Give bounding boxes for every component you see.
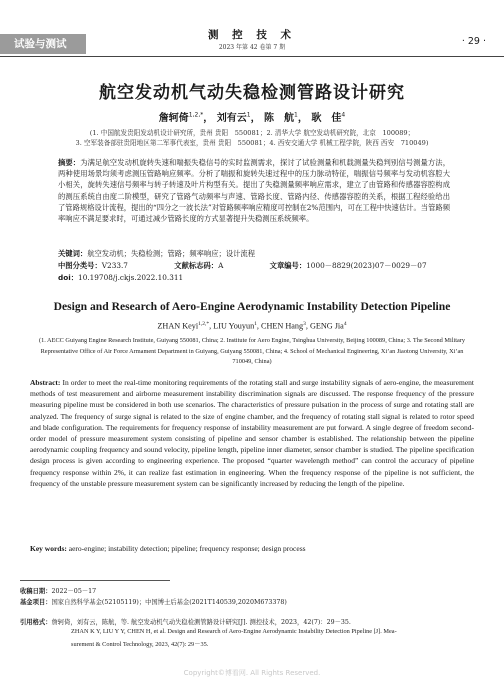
chinese-abstract xyxy=(58,157,450,224)
author-name: LIU Youyun xyxy=(213,321,255,331)
cite-cn-text: 詹轲倚，刘有云，陈航，等. 航空发动机气动失稳检测管路设计研究[J]. 测控技术，2023，42(7)：29－35. xyxy=(51,619,351,626)
author-sup: 1 xyxy=(254,321,257,327)
author-name: GENG Jia xyxy=(309,321,344,331)
english-abstract xyxy=(30,377,474,489)
keywords-text: aero-engine; instability detection; pipeline; frequency response; design process xyxy=(68,544,306,553)
fund-label: 基金项目： xyxy=(20,599,52,606)
abstract-label: Abstract: xyxy=(30,378,61,387)
english-affiliation: (1. AECC Guiyang Engine Research Institute, Guiyang 550081, China; 2. Institute for Aero Engine, Tsinghua University, Beijing 100089, China; 3. The Second Military Representative Office of Air Force Armament Department in Guiyang, Guiyang 550081, China; 4. School of Mechanical Engineering, Xi’an Jiaotong University, Xi’an 710049, China) xyxy=(39,337,465,366)
abstract-text: In order to meet the real-time monitoring requirements of the rotating stall and surge instability signals of aero-engine, the measurement methods of test measurement and airborne measurement instability discrimination signals are discussed. The response frequency of the pressure measuring pipeline must be considered in both use scenarios. The characteristics of pressure pulsation in the process of surge and rotating stall are analyzed. The frequency of surge signal is related to the size of engine chamber, and the frequency of rotating stall signal is related to rotor speed and blade configuration. The requirements for frequency response of instability measurement are put forward. A single degree of freedom second-order model of pressure measurement system consisting of pipeline and sensor chamber is established. The relationship between the pipeline aerodynamic coupling frequency and sound velocity, pipeline length, pipeline inner diameter, sensor chamber is studied. The pipeline specification design process is given according to engineering experience. The proposed “quarter wavelength method” can control the accuracy of pipeline frequency response within 2%, it can realize fast estimation in engineering. When the frequency response of the pipeline is not sufficient, the frequency of the unstable pressure measurement system can be significantly increased by reducing the length of the pipeline. xyxy=(30,378,475,488)
chinese-affiliation-2: 3. 空军装备部驻贵阳地区第二军事代表室，贵州 贵阳 550081；4. 西安交通大学 机械工程学院，陕西 西安 710049) xyxy=(75,139,429,147)
article-no-value: 1000－8829(2023)07－0029－07 xyxy=(306,261,427,270)
received-value: 2022－05－17 xyxy=(51,588,97,595)
keywords-label: Key words: xyxy=(30,544,67,553)
citation-en-line-2: surement & Control Technology, 2023, 42(7): 29－35. xyxy=(71,641,209,648)
author-name: 刘有云 xyxy=(216,113,247,124)
keywords-text: 航空发动机；失稳检测；管路；频率响应；设计流程 xyxy=(87,249,256,258)
doi-line xyxy=(58,273,183,283)
article-no-label: 文章编号： xyxy=(269,261,307,270)
english-title: Design and Research of Aero-Engine Aerodynamic Instability Detection Pipeline xyxy=(53,300,451,313)
chinese-authors: 詹轲倚$^{1,2,*}$， 刘有云$^1$， 陈 航$^1$， 耿 佳$^4$ xyxy=(158,111,346,124)
section-tag: 试验与测试 xyxy=(0,34,86,54)
fund-info xyxy=(20,597,287,606)
author-name: 耿 佳 xyxy=(311,113,342,124)
abstract-text: 为满足航空发动机旋转失速和喘振失稳信号的实时监测需求，探讨了试验测量和机载测量失稳判别信号测量方法，两种使用场景均须考虑测压管路响应频率。分析了喘振和旋转失速过程中的压力脉动特征，喘振信号频率与发动机容腔大小相关，旋转失速信号频率与转子转速及叶片构型有关。提出了失稳测量频率响应需求，建立了由管路和传感器容腔构成的测压系统自由度二阶模型，研究了管路气动频率与声速、管路长度、管路内径、传感器容腔的关系，根据工程经验给出了管路规格设计流程，提出的“四分之一波长法”对管路频率响应精度可控制在2%范围内，可在工程中快速估计。当管路频率响应不满足要求时，可通过减少管路长度的方式显著提升失稳测压系统频率。 xyxy=(58,158,451,224)
abstract-label: 摘要： xyxy=(58,158,81,167)
author-sup: 1,2,* xyxy=(188,111,204,119)
author-name: CHEN Hang xyxy=(261,321,304,331)
footnote-rule xyxy=(20,580,170,581)
author-name: 詹轲倚 xyxy=(158,113,189,124)
doi-label: doi： xyxy=(58,273,79,282)
cite-label: 引用格式： xyxy=(20,619,52,626)
fund-value: 国家自然科学基金(52105119)；中国博士后基金(2021T140539,2020M673378) xyxy=(51,599,287,606)
copyright-watermark: Copyright©博看网. All Rights Reserved. xyxy=(183,669,321,677)
running-header xyxy=(0,0,504,58)
received-date xyxy=(20,586,96,595)
chinese-keywords xyxy=(58,249,255,259)
clc-value: V233.7 xyxy=(101,261,128,270)
citation-cn xyxy=(20,617,351,626)
author-sup: 4 xyxy=(343,321,347,327)
classification-line xyxy=(58,261,471,271)
doc-code-label: 文献标志码： xyxy=(174,261,219,270)
chinese-affiliation-1: (1. 中国航发贵阳发动机设计研究所，贵州 贵阳 550081；2. 清华大学 航空发动机研究院，北京 100089； xyxy=(89,129,415,137)
author-name: ZHAN Keyi xyxy=(157,321,199,331)
english-authors: ZHAN Keyi$^{1,2,*}$, LIU Youyun$^1$, CHEN Hang$^3$, GENG Jia$^4$ xyxy=(157,321,347,331)
author-sup: 1 xyxy=(294,111,298,119)
doc-code-value: A xyxy=(218,261,224,270)
journal-name: 测 控 技 术 xyxy=(208,29,296,41)
citation-en-line-1: ZHAN K Y, LIU Y Y, CHEN H, et al. Design and Research of Aero-Engine Aerodynamic Instability Detection Pipeline [J]. Mea- xyxy=(71,628,397,635)
received-label: 收稿日期： xyxy=(20,588,52,595)
keywords-label: 关键词： xyxy=(58,249,88,258)
author-sup: 1,2,* xyxy=(198,321,210,327)
doi-link[interactable]: 10.19708/j.ckjs.2022.10.311 xyxy=(78,273,184,282)
author-sup: 3 xyxy=(303,321,306,327)
journal-issue: 2023 年第 42 卷第 7 期 xyxy=(218,44,286,51)
author-sup: 1 xyxy=(246,111,251,119)
english-keywords xyxy=(30,544,306,553)
header-rule xyxy=(0,56,504,57)
page-number: · 29 · xyxy=(461,36,486,47)
author-name: 陈 航 xyxy=(264,113,295,124)
clc-label: 中图分类号： xyxy=(58,261,102,270)
chinese-title: 航空发动机气动失稳检测管路设计研究 xyxy=(99,83,405,103)
author-sup: 4 xyxy=(341,111,346,119)
